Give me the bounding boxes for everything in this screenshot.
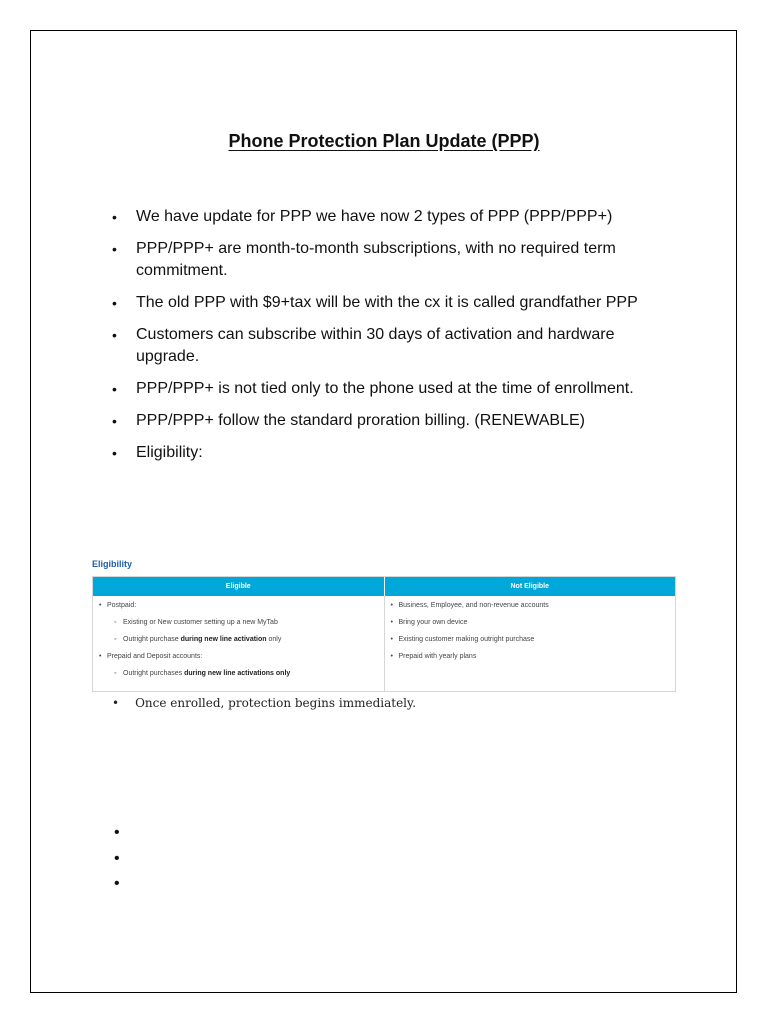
not-eligible-column bbox=[385, 596, 676, 691]
eligibility-table-header bbox=[93, 577, 675, 596]
eligible-subitem-text: Outright purchases bbox=[123, 670, 185, 677]
bullet-item: • Eligibility: bbox=[112, 442, 672, 464]
eligible-subitem-bold: during new line activation bbox=[180, 636, 267, 643]
empty-bullet: • bbox=[114, 824, 120, 841]
eligible-subitem bbox=[99, 669, 378, 678]
eligible-item: • Postpaid: bbox=[99, 601, 378, 610]
eligibility-heading: Eligibility bbox=[92, 559, 133, 569]
bullet-item: • PPP/PPP+ is not tied only to the phone used at the time of enrollment. bbox=[112, 378, 672, 400]
eligible-subitem: ◦ Existing or New customer setting up a new MyTab bbox=[99, 618, 378, 627]
not-eligible-item: • Existing customer making outright purchase bbox=[391, 635, 670, 644]
eligibility-table bbox=[92, 576, 676, 692]
eligible-subitem-text: only bbox=[266, 636, 282, 643]
bullet-item: • We have update for PPP we have now 2 types of PPP (PPP/PPP+) bbox=[112, 206, 672, 228]
not-eligible-item: • Business, Employee, and non-revenue accounts bbox=[391, 601, 670, 610]
page-title bbox=[0, 131, 768, 152]
empty-bullet: • bbox=[114, 850, 120, 867]
eligibility-table-body bbox=[93, 596, 675, 691]
eligible-subitem bbox=[99, 635, 378, 644]
eligible-subitem-bold: during new line activations only bbox=[184, 670, 291, 677]
bullet-item: • PPP/PPP+ follow the standard proration billing. (RENEWABLE) bbox=[112, 410, 672, 432]
not-eligible-column-header: Not Eligible bbox=[510, 583, 549, 590]
eligible-column-header: Eligible bbox=[93, 577, 385, 596]
not-eligible-item: • Prepaid with yearly plans bbox=[391, 652, 670, 661]
eligible-subitem-text: Outright purchase bbox=[123, 636, 181, 643]
enrolled-bullet: • Once enrolled, protection begins immediately. bbox=[112, 696, 416, 710]
bullet-item: • Customers can subscribe within 30 days of activation and hardware upgrade. bbox=[112, 324, 672, 368]
bullet-item: • The old PPP with $9+tax will be with the cx it is called grandfather PPP bbox=[112, 292, 672, 314]
page-title-text: Phone Protection Plan Update (PPP) bbox=[228, 131, 540, 151]
bullet-list bbox=[112, 206, 672, 474]
not-eligible-item: • Bring your own device bbox=[391, 618, 670, 627]
eligible-item: • Prepaid and Deposit accounts: bbox=[99, 652, 378, 661]
eligible-column bbox=[93, 596, 385, 691]
bullet-item: • PPP/PPP+ are month-to-month subscriptions, with no required term commitment. bbox=[112, 238, 672, 282]
page-border bbox=[30, 30, 737, 993]
empty-bullet: • bbox=[114, 875, 120, 892]
